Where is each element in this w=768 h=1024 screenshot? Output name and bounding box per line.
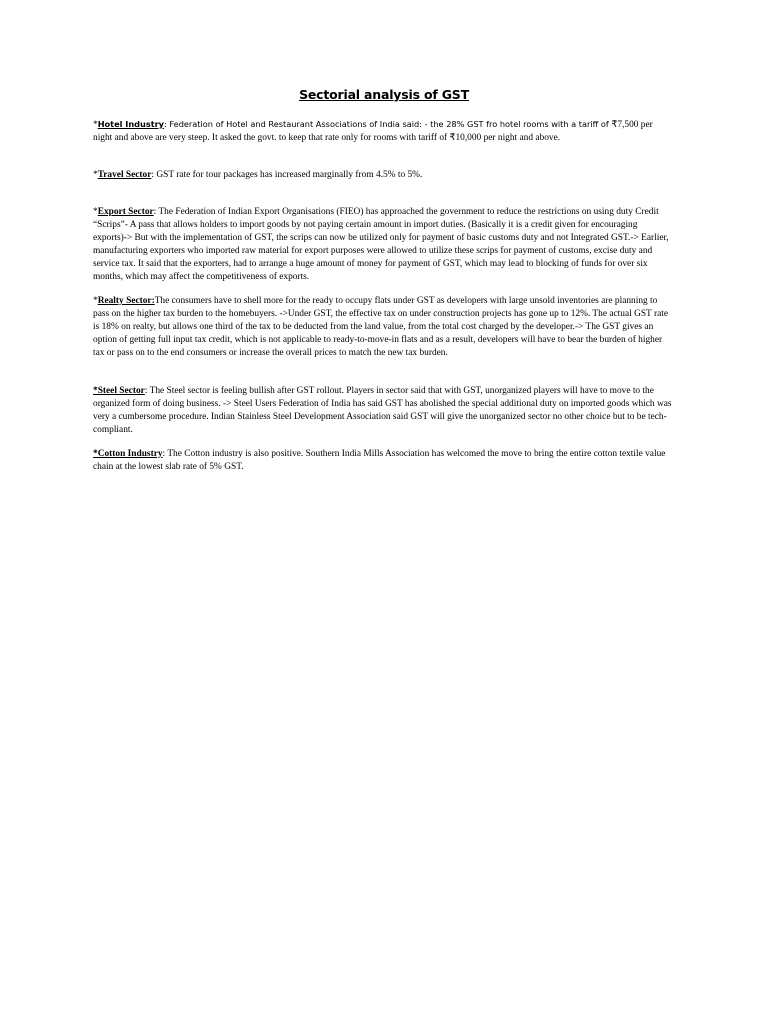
section-hotel-industry — [93, 118, 673, 145]
section-text: The Federation of Indian Export Organisations (FIEO) has approached the government to reduce the restrictions on using duty Credit “Scrips”- A pass that allows holders to import goods by not paying certain amount in import duties. (Basically it is a credit given for encouraging exports)-> But with the implementation of GST, the scrips can now be utilized only for payment of basic customs duty and not Integrated GST.-> Earlier, manufacturing exporters who imported raw material for export purposes were allowed to utilize these scrips for payment of customs, excise duty and service tax. It said that the exporters, had to arrange a huge amount of money for payment of GST, which may lead to blocking of funds for over six months, which may affect the competitiveness of exports. — [93, 207, 669, 282]
section-text-sans: Federation of Hotel and Restaurant Associations of India said: - the 28% GST fro hotel rooms with a tariff of — [169, 119, 612, 129]
section-realty-sector — [93, 295, 673, 360]
section-separator: : — [144, 386, 150, 396]
section-heading: Travel Sector — [97, 170, 152, 180]
section-steel-sector — [93, 385, 673, 437]
section-separator: : — [153, 207, 159, 217]
section-heading: *Cotton Industry — [93, 449, 163, 459]
section-export-sector — [93, 206, 673, 283]
section-text: The consumers have to shell more for the ready to occupy flats under GST as developers with large unsold inventories are planning to pass on the higher tax burden to the homebuyers. ->Under GST, the effective tax on under construction projects has gone up to 12%. The actual GST rate is 18% on realty, but allows one third of the tax to be deducted from the land value, from the total cost charged by the developer.-> The GST gives an option of getting full input tax credit, which is not applicable to ready-to-move-in flats and as a result, developers will have to bear the burden of higher tax or pass on to the end consumers or increase the overall prices to match the new tax burden. — [93, 296, 669, 358]
page-title: Sectorial analysis of GST — [299, 87, 469, 102]
section-text: ₹7,500 per night and above are very steep. It asked the govt. to keep that rate only for rooms with tariff of ₹10,000 per night and above. — [93, 120, 653, 143]
section-travel-sector — [93, 169, 673, 182]
section-heading: Hotel Industry — [97, 119, 165, 129]
section-heading: Realty Sector: — [97, 296, 155, 306]
section-prefix: * — [93, 170, 98, 180]
section-prefix: * — [93, 207, 98, 217]
section-text: The Steel sector is feeling bullish after GST rollout. Players in sector said that with GST, unorganized players will have to move to the organized form of doing business. -> Steel Users Federation of India has said GST has abolished the special additional duty on imported goods which was very a cumbersome procedure. Indian Stainless Steel Development Association said GST will give the unorganized sector no other choice but to be tech-compliant. — [93, 386, 672, 435]
section-separator: : — [164, 119, 170, 129]
section-text: GST rate for tour packages has increased marginally from 4.5% to 5%. — [156, 170, 423, 180]
section-prefix: * — [93, 296, 98, 306]
section-heading: Export Sector — [97, 207, 154, 217]
section-text: The Cotton industry is also positive. Southern India Mills Association has welcomed the move to bring the entire cotton textile value chain at the lowest slab rate of 5% GST. — [93, 449, 666, 472]
section-heading: *Steel Sector — [93, 386, 145, 396]
section-separator: : — [151, 170, 157, 180]
section-cotton-industry — [93, 448, 673, 474]
section-separator: : — [162, 449, 168, 459]
section-prefix: * — [93, 120, 98, 130]
